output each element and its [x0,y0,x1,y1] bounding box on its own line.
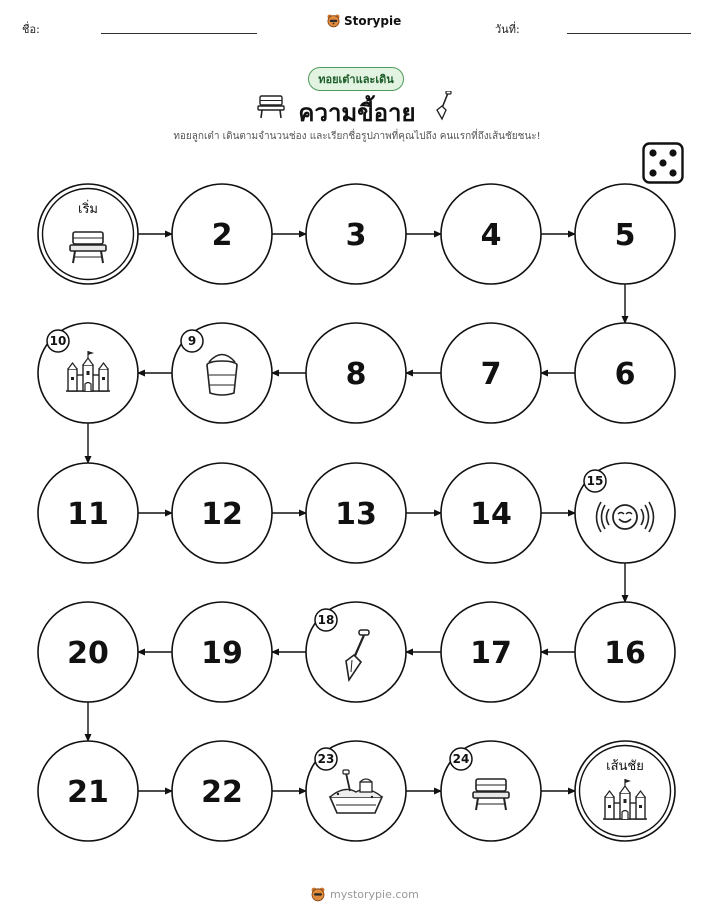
board-cell-13 [306,463,406,563]
board-cell-2 [172,184,272,284]
instructions: ทอยลูกเต๋า เดินตามจำนวนช่อง และเรียกชื่อรูปภาพที่คุณไปถึง คนแรกที่ถึงเส้นชัยชนะ! [173,131,541,142]
name-label: ชื่อ: [22,23,40,36]
board-cell-9 [172,323,272,423]
cell-number: 5 [614,218,636,253]
start-label: เริ่ม [78,202,98,217]
cell-number: 19 [201,636,243,671]
board-cell-3 [306,184,406,284]
board-cell-22 [172,741,272,841]
brand-name: Storypie [344,13,402,28]
board-cell-19 [172,602,272,702]
board-cell-24 [441,741,541,841]
board-cell-25 [575,741,675,841]
cell-number: 15 [586,474,604,489]
board-cell-21 [38,741,138,841]
cell-number: 13 [335,497,377,532]
cell-number: 16 [604,636,646,671]
cell-number: 6 [614,357,636,392]
cell-number: 11 [67,497,109,532]
page-title: ความขี้อาย [298,99,416,127]
board-cell-1 [38,184,138,284]
cell-number: 21 [67,775,109,810]
board-cell-4 [441,184,541,284]
cell-number: 24 [452,752,470,767]
cell-number: 20 [67,636,109,671]
cell-number: 2 [211,218,233,253]
footer [310,886,419,902]
cell-number: 9 [187,334,197,349]
game-type-badge: ทอยเต๋าและเดิน [308,67,404,91]
board-cell-16 [575,602,675,702]
cell-number: 23 [317,752,335,767]
board-cell-23 [306,741,406,841]
cell-number: 3 [345,218,367,253]
cell-number: 4 [480,218,502,253]
board-cell-5 [575,184,675,284]
finish-label: เส้นชัย [606,759,644,774]
cell-number: 10 [49,334,67,349]
cell-number: 17 [470,636,512,671]
board-cell-10 [38,323,138,423]
board-cell-18 [306,602,406,702]
cell-number: 18 [317,613,335,628]
board-cell-6 [575,323,675,423]
cell-number: 14 [470,497,512,532]
cell-number: 7 [480,357,502,392]
footer-url: mystorypie.com [330,887,419,901]
cell-number: 22 [201,775,243,810]
board-cell-7 [441,323,541,423]
cell-number: 12 [201,497,243,532]
cell-number: 8 [345,357,367,392]
board-cell-20 [38,602,138,702]
board-cell-15 [575,463,675,563]
board-cell-8 [306,323,406,423]
board-cells [38,184,675,841]
board-cell-11 [38,463,138,563]
board-cell-14 [441,463,541,563]
board-cell-12 [172,463,272,563]
board-cell-17 [441,602,541,702]
storypie-bear-icon [310,886,326,902]
date-label: วันที่: [495,23,520,36]
